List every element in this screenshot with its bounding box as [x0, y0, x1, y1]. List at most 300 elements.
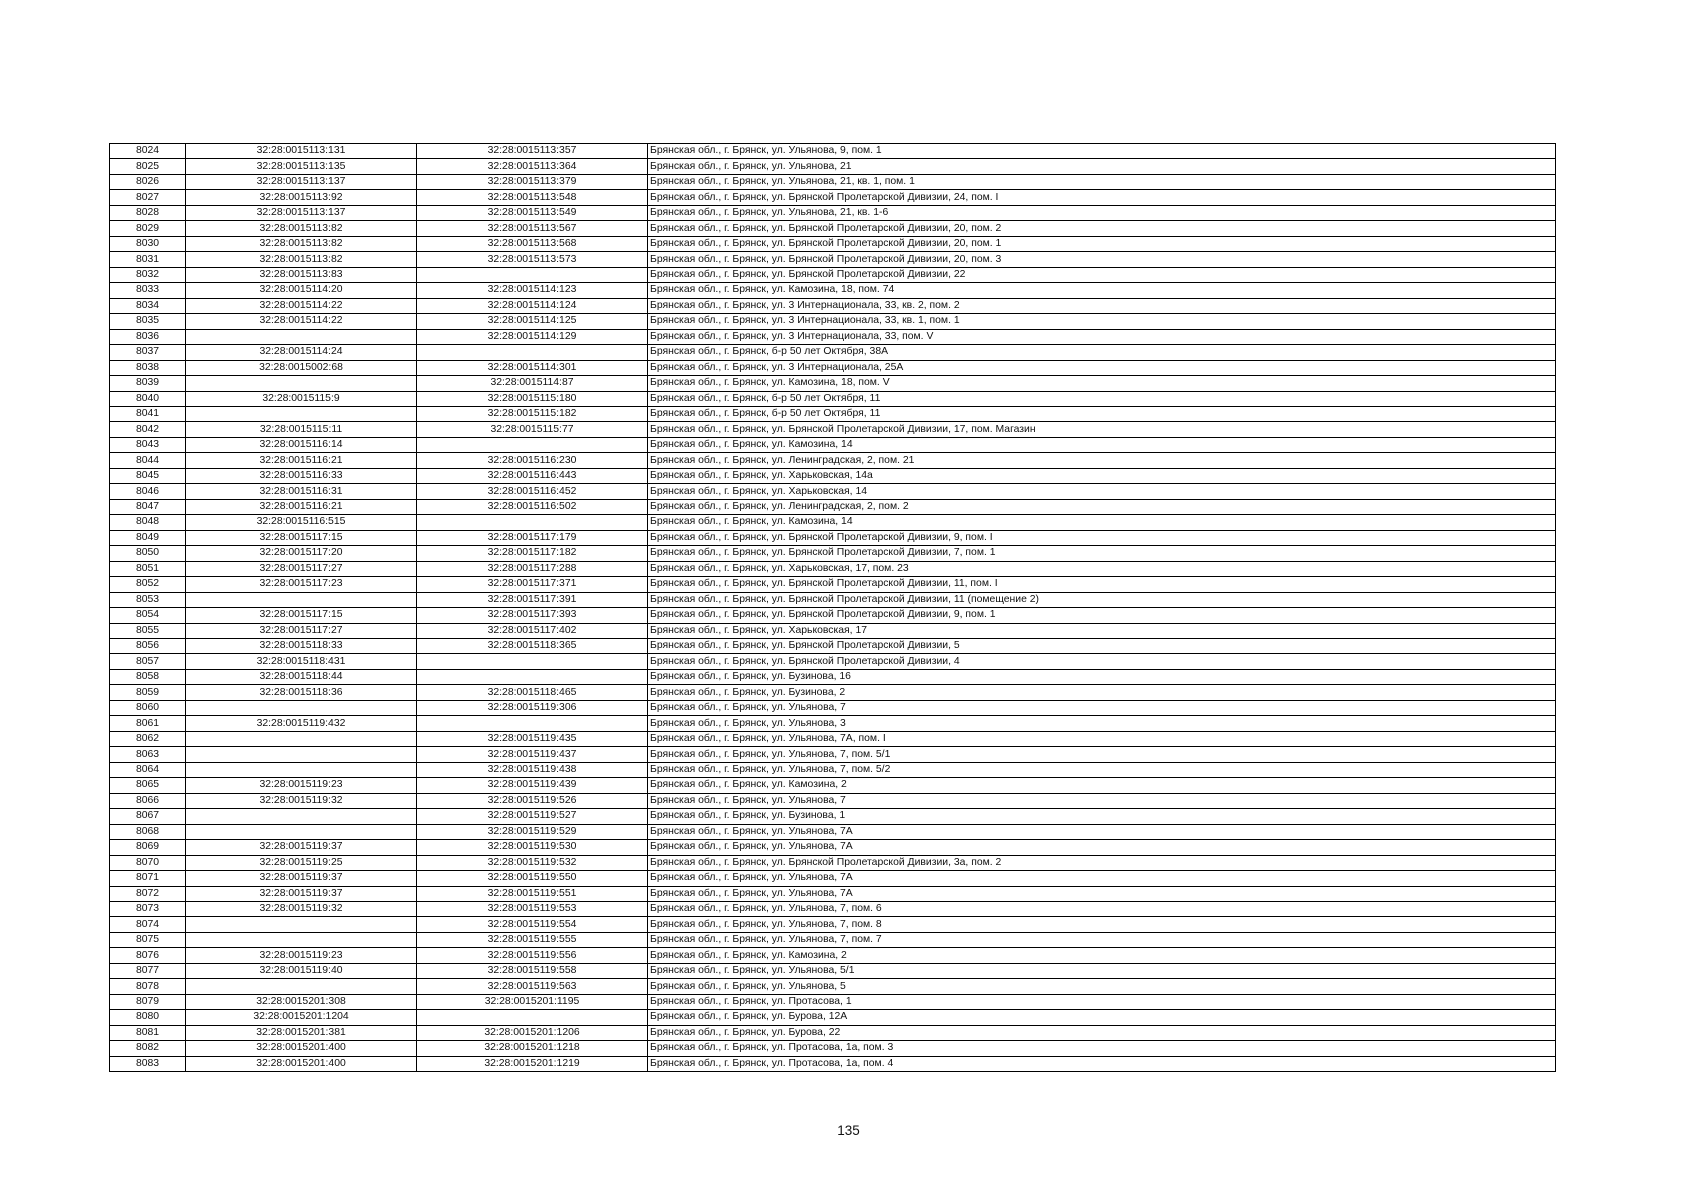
- parcel-number-cell: [186, 747, 417, 762]
- row-number-cell: 8062: [110, 731, 186, 746]
- table-row: [110, 406, 1556, 421]
- parcel-number-cell: 32:28:0015201:400: [186, 1056, 417, 1071]
- parcel-number-cell: 32:28:0015117:23: [186, 577, 417, 592]
- row-number-cell: 8071: [110, 871, 186, 886]
- address-cell: Брянская обл., г. Брянск, ул. Ленинградская, 2, пом. 2: [648, 499, 1556, 514]
- address-cell: Брянская обл., г. Брянск, ул. Брянской Пролетарской Дивизии, 9, пом. 1: [648, 608, 1556, 623]
- building-number-cell: [417, 1010, 648, 1025]
- parcel-number-cell: 32:28:0015117:15: [186, 530, 417, 545]
- table-row: [110, 376, 1556, 391]
- parcel-number-cell: 32:28:0015116:33: [186, 468, 417, 483]
- row-number-cell: 8065: [110, 778, 186, 793]
- row-number-cell: 8024: [110, 144, 186, 159]
- building-number-cell: 32:28:0015115:77: [417, 422, 648, 437]
- building-number-cell: 32:28:0015113:568: [417, 236, 648, 251]
- building-number-cell: 32:28:0015115:180: [417, 391, 648, 406]
- parcel-number-cell: 32:28:0015119:32: [186, 901, 417, 916]
- parcel-number-cell: 32:28:0015119:40: [186, 963, 417, 978]
- parcel-number-cell: 32:28:0015113:131: [186, 144, 417, 159]
- parcel-number-cell: [186, 809, 417, 824]
- building-number-cell: 32:28:0015117:288: [417, 561, 648, 576]
- building-number-cell: 32:28:0015201:1219: [417, 1056, 648, 1071]
- table-row: [110, 205, 1556, 220]
- address-cell: Брянская обл., г. Брянск, ул. Харьковская, 17: [648, 623, 1556, 638]
- registry-table: [109, 143, 1556, 1072]
- address-cell: Брянская обл., г. Брянск, ул. Камозина, 18, пом. 74: [648, 283, 1556, 298]
- building-number-cell: 32:28:0015119:550: [417, 871, 648, 886]
- table-row: [110, 391, 1556, 406]
- address-cell: Брянская обл., г. Брянск, ул. Ульянова, 7, пом. 5/1: [648, 747, 1556, 762]
- table-row: [110, 252, 1556, 267]
- address-cell: Брянская обл., г. Брянск, ул. 3 Интернационала, 33, пом. V: [648, 329, 1556, 344]
- building-number-cell: [417, 437, 648, 452]
- building-number-cell: 32:28:0015114:125: [417, 314, 648, 329]
- parcel-number-cell: 32:28:0015114:24: [186, 345, 417, 360]
- table-row: [110, 298, 1556, 313]
- table-row: [110, 546, 1556, 561]
- row-number-cell: 8035: [110, 314, 186, 329]
- row-number-cell: 8036: [110, 329, 186, 344]
- table-row: [110, 174, 1556, 189]
- table-row: [110, 963, 1556, 978]
- building-number-cell: 32:28:0015201:1195: [417, 994, 648, 1009]
- table-row: [110, 1010, 1556, 1025]
- table-row: [110, 329, 1556, 344]
- parcel-number-cell: 32:28:0015119:25: [186, 855, 417, 870]
- parcel-number-cell: 32:28:0015119:32: [186, 793, 417, 808]
- address-cell: Брянская обл., г. Брянск, ул. Ульянова, 7: [648, 793, 1556, 808]
- row-number-cell: 8070: [110, 855, 186, 870]
- table-row: [110, 855, 1556, 870]
- parcel-number-cell: 32:28:0015113:92: [186, 190, 417, 205]
- table-row: [110, 159, 1556, 174]
- table-row: [110, 654, 1556, 669]
- table-row: [110, 345, 1556, 360]
- table-row: [110, 871, 1556, 886]
- building-number-cell: 32:28:0015116:452: [417, 484, 648, 499]
- row-number-cell: 8049: [110, 530, 186, 545]
- building-number-cell: 32:28:0015114:301: [417, 360, 648, 375]
- address-cell: Брянская обл., г. Брянск, б-р 50 лет Октября, 38А: [648, 345, 1556, 360]
- building-number-cell: 32:28:0015119:553: [417, 901, 648, 916]
- building-number-cell: [417, 669, 648, 684]
- address-cell: Брянская обл., г. Брянск, ул. Камозина, 2: [648, 778, 1556, 793]
- address-cell: Брянская обл., г. Брянск, ул. Брянской Пролетарской Дивизии, 11, пом. I: [648, 577, 1556, 592]
- row-number-cell: 8043: [110, 437, 186, 452]
- parcel-number-cell: 32:28:0015118:431: [186, 654, 417, 669]
- row-number-cell: 8048: [110, 515, 186, 530]
- address-cell: Брянская обл., г. Брянск, ул. Протасова, 1а, пом. 4: [648, 1056, 1556, 1071]
- row-number-cell: 8038: [110, 360, 186, 375]
- parcel-number-cell: 32:28:0015114:22: [186, 314, 417, 329]
- parcel-number-cell: [186, 932, 417, 947]
- row-number-cell: 8077: [110, 963, 186, 978]
- table-row: [110, 793, 1556, 808]
- parcel-number-cell: [186, 329, 417, 344]
- row-number-cell: 8067: [110, 809, 186, 824]
- address-cell: Брянская обл., г. Брянск, б-р 50 лет Октября, 11: [648, 391, 1556, 406]
- parcel-number-cell: 32:28:0015113:137: [186, 205, 417, 220]
- address-cell: Брянская обл., г. Брянск, ул. Брянской Пролетарской Дивизии, 20, пом. 2: [648, 221, 1556, 236]
- row-number-cell: 8068: [110, 824, 186, 839]
- address-cell: Брянская обл., г. Брянск, ул. Ульянова, 7А: [648, 824, 1556, 839]
- table-row: [110, 499, 1556, 514]
- table-row: [110, 824, 1556, 839]
- building-number-cell: 32:28:0015119:556: [417, 948, 648, 963]
- row-number-cell: 8080: [110, 1010, 186, 1025]
- table-row: [110, 267, 1556, 282]
- building-number-cell: 32:28:0015115:182: [417, 406, 648, 421]
- building-number-cell: 32:28:0015113:573: [417, 252, 648, 267]
- address-cell: Брянская обл., г. Брянск, б-р 50 лет Октября, 11: [648, 406, 1556, 421]
- parcel-number-cell: 32:28:0015119:37: [186, 886, 417, 901]
- row-number-cell: 8026: [110, 174, 186, 189]
- address-cell: Брянская обл., г. Брянск, ул. Ульянова, 7, пом. 7: [648, 932, 1556, 947]
- parcel-number-cell: 32:28:0015002:68: [186, 360, 417, 375]
- table-row: [110, 669, 1556, 684]
- parcel-number-cell: [186, 406, 417, 421]
- parcel-number-cell: 32:28:0015114:20: [186, 283, 417, 298]
- address-cell: Брянская обл., г. Брянск, ул. Ульянова, 7А: [648, 871, 1556, 886]
- address-cell: Брянская обл., г. Брянск, ул. Камозина, 2: [648, 948, 1556, 963]
- building-number-cell: 32:28:0015113:379: [417, 174, 648, 189]
- address-cell: Брянская обл., г. Брянск, ул. Бурова, 22: [648, 1025, 1556, 1040]
- table-row: [110, 561, 1556, 576]
- parcel-number-cell: 32:28:0015114:22: [186, 298, 417, 313]
- address-cell: Брянская обл., г. Брянск, ул. Брянской Пролетарской Дивизии, 3а, пом. 2: [648, 855, 1556, 870]
- parcel-number-cell: 32:28:0015201:381: [186, 1025, 417, 1040]
- table-row: [110, 1056, 1556, 1071]
- table-row: [110, 577, 1556, 592]
- parcel-number-cell: 32:28:0015115:11: [186, 422, 417, 437]
- row-number-cell: 8053: [110, 592, 186, 607]
- parcel-number-cell: 32:28:0015113:82: [186, 236, 417, 251]
- row-number-cell: 8083: [110, 1056, 186, 1071]
- table-row: [110, 1025, 1556, 1040]
- parcel-number-cell: 32:28:0015116:21: [186, 499, 417, 514]
- building-number-cell: 32:28:0015114:129: [417, 329, 648, 344]
- building-number-cell: [417, 716, 648, 731]
- table-row: [110, 685, 1556, 700]
- building-number-cell: 32:28:0015116:443: [417, 468, 648, 483]
- building-number-cell: 32:28:0015117:391: [417, 592, 648, 607]
- building-number-cell: [417, 267, 648, 282]
- table-row: [110, 731, 1556, 746]
- table-row: [110, 886, 1556, 901]
- row-number-cell: 8064: [110, 762, 186, 777]
- row-number-cell: 8081: [110, 1025, 186, 1040]
- parcel-number-cell: 32:28:0015116:515: [186, 515, 417, 530]
- address-cell: Брянская обл., г. Брянск, ул. Ульянова, 7, пом. 5/2: [648, 762, 1556, 777]
- building-number-cell: 32:28:0015201:1218: [417, 1041, 648, 1056]
- parcel-number-cell: 32:28:0015113:82: [186, 221, 417, 236]
- row-number-cell: 8031: [110, 252, 186, 267]
- table-row: [110, 283, 1556, 298]
- address-cell: Брянская обл., г. Брянск, ул. 3 Интернационала, 33, кв. 2, пом. 2: [648, 298, 1556, 313]
- building-number-cell: 32:28:0015113:549: [417, 205, 648, 220]
- building-number-cell: 32:28:0015119:532: [417, 855, 648, 870]
- row-number-cell: 8057: [110, 654, 186, 669]
- parcel-number-cell: 32:28:0015117:15: [186, 608, 417, 623]
- parcel-number-cell: 32:28:0015119:432: [186, 716, 417, 731]
- table-row: [110, 932, 1556, 947]
- parcel-number-cell: [186, 762, 417, 777]
- building-number-cell: 32:28:0015119:554: [417, 917, 648, 932]
- row-number-cell: 8033: [110, 283, 186, 298]
- building-number-cell: 32:28:0015119:555: [417, 932, 648, 947]
- address-cell: Брянская обл., г. Брянск, ул. Бузинова, 2: [648, 685, 1556, 700]
- table-row: [110, 190, 1556, 205]
- row-number-cell: 8055: [110, 623, 186, 638]
- parcel-number-cell: 32:28:0015116:14: [186, 437, 417, 452]
- address-cell: Брянская обл., г. Брянск, ул. Камозина, 18, пом. V: [648, 376, 1556, 391]
- row-number-cell: 8032: [110, 267, 186, 282]
- row-number-cell: 8042: [110, 422, 186, 437]
- building-number-cell: 32:28:0015113:357: [417, 144, 648, 159]
- row-number-cell: 8052: [110, 577, 186, 592]
- parcel-number-cell: 32:28:0015117:20: [186, 546, 417, 561]
- building-number-cell: 32:28:0015119:529: [417, 824, 648, 839]
- address-cell: Брянская обл., г. Брянск, ул. Брянской Пролетарской Дивизии, 22: [648, 267, 1556, 282]
- row-number-cell: 8056: [110, 639, 186, 654]
- parcel-number-cell: 32:28:0015118:44: [186, 669, 417, 684]
- building-number-cell: 32:28:0015114:124: [417, 298, 648, 313]
- building-number-cell: 32:28:0015113:548: [417, 190, 648, 205]
- row-number-cell: 8027: [110, 190, 186, 205]
- building-number-cell: 32:28:0015116:230: [417, 453, 648, 468]
- table-row: [110, 236, 1556, 251]
- row-number-cell: 8076: [110, 948, 186, 963]
- row-number-cell: 8059: [110, 685, 186, 700]
- parcel-number-cell: 32:28:0015117:27: [186, 561, 417, 576]
- building-number-cell: 32:28:0015119:527: [417, 809, 648, 824]
- parcel-number-cell: 32:28:0015119:37: [186, 871, 417, 886]
- row-number-cell: 8054: [110, 608, 186, 623]
- building-number-cell: 32:28:0015119:438: [417, 762, 648, 777]
- address-cell: Брянская обл., г. Брянск, ул. Брянской Пролетарской Дивизии, 5: [648, 639, 1556, 654]
- address-cell: Брянская обл., г. Брянск, ул. Ульянова, 7: [648, 700, 1556, 715]
- row-number-cell: 8025: [110, 159, 186, 174]
- parcel-number-cell: 32:28:0015119:23: [186, 948, 417, 963]
- parcel-number-cell: 32:28:0015201:400: [186, 1041, 417, 1056]
- building-number-cell: 32:28:0015113:567: [417, 221, 648, 236]
- table-row: [110, 314, 1556, 329]
- building-number-cell: [417, 515, 648, 530]
- parcel-number-cell: 32:28:0015113:83: [186, 267, 417, 282]
- address-cell: Брянская обл., г. Брянск, ул. Протасова, 1: [648, 994, 1556, 1009]
- address-cell: Брянская обл., г. Брянск, ул. Ульянова, 5: [648, 979, 1556, 994]
- address-cell: Брянская обл., г. Брянск, ул. Ульянова, 21, кв. 1-6: [648, 205, 1556, 220]
- address-cell: Брянская обл., г. Брянск, ул. Брянской Пролетарской Дивизии, 20, пом. 3: [648, 252, 1556, 267]
- parcel-number-cell: 32:28:0015201:1204: [186, 1010, 417, 1025]
- table-row: [110, 608, 1556, 623]
- address-cell: Брянская обл., г. Брянск, ул. Ульянова, 3: [648, 716, 1556, 731]
- row-number-cell: 8069: [110, 840, 186, 855]
- row-number-cell: 8074: [110, 917, 186, 932]
- table-row: [110, 437, 1556, 452]
- row-number-cell: 8050: [110, 546, 186, 561]
- row-number-cell: 8047: [110, 499, 186, 514]
- address-cell: Брянская обл., г. Брянск, ул. Брянской Пролетарской Дивизии, 9, пом. I: [648, 530, 1556, 545]
- parcel-number-cell: 32:28:0015116:31: [186, 484, 417, 499]
- table-row: [110, 484, 1556, 499]
- address-cell: Брянская обл., г. Брянск, ул. Ленинградская, 2, пом. 21: [648, 453, 1556, 468]
- parcel-number-cell: 32:28:0015113:137: [186, 174, 417, 189]
- table-row: [110, 530, 1556, 545]
- address-cell: Брянская обл., г. Брянск, ул. Ульянова, 7А, пом. I: [648, 731, 1556, 746]
- building-number-cell: 32:28:0015118:365: [417, 639, 648, 654]
- table-row: [110, 778, 1556, 793]
- building-number-cell: [417, 654, 648, 669]
- table-row: [110, 994, 1556, 1009]
- table-row: [110, 144, 1556, 159]
- address-cell: Брянская обл., г. Брянск, ул. Ульянова, 9, пом. 1: [648, 144, 1556, 159]
- building-number-cell: 32:28:0015117:182: [417, 546, 648, 561]
- building-number-cell: 32:28:0015117:179: [417, 530, 648, 545]
- row-number-cell: 8061: [110, 716, 186, 731]
- building-number-cell: [417, 345, 648, 360]
- building-number-cell: 32:28:0015119:530: [417, 840, 648, 855]
- table-row: [110, 700, 1556, 715]
- parcel-number-cell: 32:28:0015119:23: [186, 778, 417, 793]
- row-number-cell: 8039: [110, 376, 186, 391]
- address-cell: Брянская обл., г. Брянск, ул. Харьковская, 17, пом. 23: [648, 561, 1556, 576]
- row-number-cell: 8063: [110, 747, 186, 762]
- table-row: [110, 453, 1556, 468]
- row-number-cell: 8060: [110, 700, 186, 715]
- address-cell: Брянская обл., г. Брянск, ул. Харьковская, 14: [648, 484, 1556, 499]
- address-cell: Брянская обл., г. Брянск, ул. Бузинова, 1: [648, 809, 1556, 824]
- table-row: [110, 515, 1556, 530]
- address-cell: Брянская обл., г. Брянск, ул. Камозина, 14: [648, 437, 1556, 452]
- address-cell: Брянская обл., г. Брянск, ул. 3 Интернационала, 25А: [648, 360, 1556, 375]
- table-row: [110, 747, 1556, 762]
- row-number-cell: 8029: [110, 221, 186, 236]
- address-cell: Брянская обл., г. Брянск, ул. Ульянова, 7А: [648, 886, 1556, 901]
- building-number-cell: 32:28:0015114:87: [417, 376, 648, 391]
- row-number-cell: 8046: [110, 484, 186, 499]
- address-cell: Брянская обл., г. Брянск, ул. Брянской Пролетарской Дивизии, 11 (помещение 2): [648, 592, 1556, 607]
- table-row: [110, 468, 1556, 483]
- row-number-cell: 8045: [110, 468, 186, 483]
- address-cell: Брянская обл., г. Брянск, ул. Ульянова, 5/1: [648, 963, 1556, 978]
- parcel-number-cell: [186, 731, 417, 746]
- table-row: [110, 639, 1556, 654]
- address-cell: Брянская обл., г. Брянск, ул. Протасова, 1а, пом. 3: [648, 1041, 1556, 1056]
- row-number-cell: 8079: [110, 994, 186, 1009]
- table-row: [110, 716, 1556, 731]
- building-number-cell: 32:28:0015117:371: [417, 577, 648, 592]
- address-cell: Брянская обл., г. Брянск, ул. Брянской Пролетарской Дивизии, 20, пом. 1: [648, 236, 1556, 251]
- registry-body: [110, 144, 1556, 1072]
- table-row: [110, 360, 1556, 375]
- address-cell: Брянская обл., г. Брянск, ул. Ульянова, 7А: [648, 840, 1556, 855]
- row-number-cell: 8028: [110, 205, 186, 220]
- row-number-cell: 8075: [110, 932, 186, 947]
- building-number-cell: 32:28:0015119:435: [417, 731, 648, 746]
- table-row: [110, 592, 1556, 607]
- address-cell: Брянская обл., г. Брянск, ул. Брянской Пролетарской Дивизии, 4: [648, 654, 1556, 669]
- row-number-cell: 8066: [110, 793, 186, 808]
- table-row: [110, 917, 1556, 932]
- building-number-cell: 32:28:0015119:306: [417, 700, 648, 715]
- parcel-number-cell: [186, 592, 417, 607]
- page-number: 135: [837, 1123, 860, 1138]
- table-row: [110, 1041, 1556, 1056]
- address-cell: Брянская обл., г. Брянск, ул. Брянской Пролетарской Дивизии, 17, пом. Магазин: [648, 422, 1556, 437]
- parcel-number-cell: [186, 979, 417, 994]
- row-number-cell: 8044: [110, 453, 186, 468]
- parcel-number-cell: [186, 376, 417, 391]
- parcel-number-cell: 32:28:0015201:308: [186, 994, 417, 1009]
- parcel-number-cell: 32:28:0015118:36: [186, 685, 417, 700]
- table-row: [110, 948, 1556, 963]
- building-number-cell: 32:28:0015119:437: [417, 747, 648, 762]
- address-cell: Брянская обл., г. Брянск, ул. 3 Интернационала, 33, кв. 1, пом. 1: [648, 314, 1556, 329]
- building-number-cell: 32:28:0015117:393: [417, 608, 648, 623]
- building-number-cell: 32:28:0015201:1206: [417, 1025, 648, 1040]
- address-cell: Брянская обл., г. Брянск, ул. Брянской Пролетарской Дивизии, 24, пом. I: [648, 190, 1556, 205]
- table-row: [110, 901, 1556, 916]
- row-number-cell: 8041: [110, 406, 186, 421]
- row-number-cell: 8037: [110, 345, 186, 360]
- address-cell: Брянская обл., г. Брянск, ул. Харьковская, 14а: [648, 468, 1556, 483]
- row-number-cell: 8030: [110, 236, 186, 251]
- parcel-number-cell: [186, 917, 417, 932]
- building-number-cell: 32:28:0015119:558: [417, 963, 648, 978]
- parcel-number-cell: 32:28:0015117:27: [186, 623, 417, 638]
- building-number-cell: 32:28:0015117:402: [417, 623, 648, 638]
- building-number-cell: 32:28:0015116:502: [417, 499, 648, 514]
- building-number-cell: 32:28:0015114:123: [417, 283, 648, 298]
- building-number-cell: 32:28:0015119:526: [417, 793, 648, 808]
- building-number-cell: 32:28:0015119:551: [417, 886, 648, 901]
- parcel-number-cell: [186, 824, 417, 839]
- row-number-cell: 8078: [110, 979, 186, 994]
- row-number-cell: 8034: [110, 298, 186, 313]
- row-number-cell: 8082: [110, 1041, 186, 1056]
- table-row: [110, 840, 1556, 855]
- address-cell: Брянская обл., г. Брянск, ул. Ульянова, 7, пом. 8: [648, 917, 1556, 932]
- building-number-cell: 32:28:0015119:563: [417, 979, 648, 994]
- address-cell: Брянская обл., г. Брянск, ул. Камозина, 14: [648, 515, 1556, 530]
- row-number-cell: 8072: [110, 886, 186, 901]
- parcel-number-cell: 32:28:0015113:135: [186, 159, 417, 174]
- address-cell: Брянская обл., г. Брянск, ул. Ульянова, 7, пом. 6: [648, 901, 1556, 916]
- table-row: [110, 623, 1556, 638]
- parcel-number-cell: 32:28:0015118:33: [186, 639, 417, 654]
- address-cell: Брянская обл., г. Брянск, ул. Ульянова, 21: [648, 159, 1556, 174]
- building-number-cell: 32:28:0015119:439: [417, 778, 648, 793]
- table-row: [110, 221, 1556, 236]
- parcel-number-cell: 32:28:0015113:82: [186, 252, 417, 267]
- parcel-number-cell: 32:28:0015119:37: [186, 840, 417, 855]
- building-number-cell: 32:28:0015118:465: [417, 685, 648, 700]
- parcel-number-cell: 32:28:0015115:9: [186, 391, 417, 406]
- table-row: [110, 422, 1556, 437]
- address-cell: Брянская обл., г. Брянск, ул. Ульянова, 21, кв. 1, пом. 1: [648, 174, 1556, 189]
- row-number-cell: 8073: [110, 901, 186, 916]
- row-number-cell: 8040: [110, 391, 186, 406]
- parcel-number-cell: [186, 700, 417, 715]
- table-row: [110, 809, 1556, 824]
- parcel-number-cell: 32:28:0015116:21: [186, 453, 417, 468]
- building-number-cell: 32:28:0015113:364: [417, 159, 648, 174]
- address-cell: Брянская обл., г. Брянск, ул. Брянской Пролетарской Дивизии, 7, пом. 1: [648, 546, 1556, 561]
- address-cell: Брянская обл., г. Брянск, ул. Бурова, 12А: [648, 1010, 1556, 1025]
- row-number-cell: 8058: [110, 669, 186, 684]
- address-cell: Брянская обл., г. Брянск, ул. Бузинова, 16: [648, 669, 1556, 684]
